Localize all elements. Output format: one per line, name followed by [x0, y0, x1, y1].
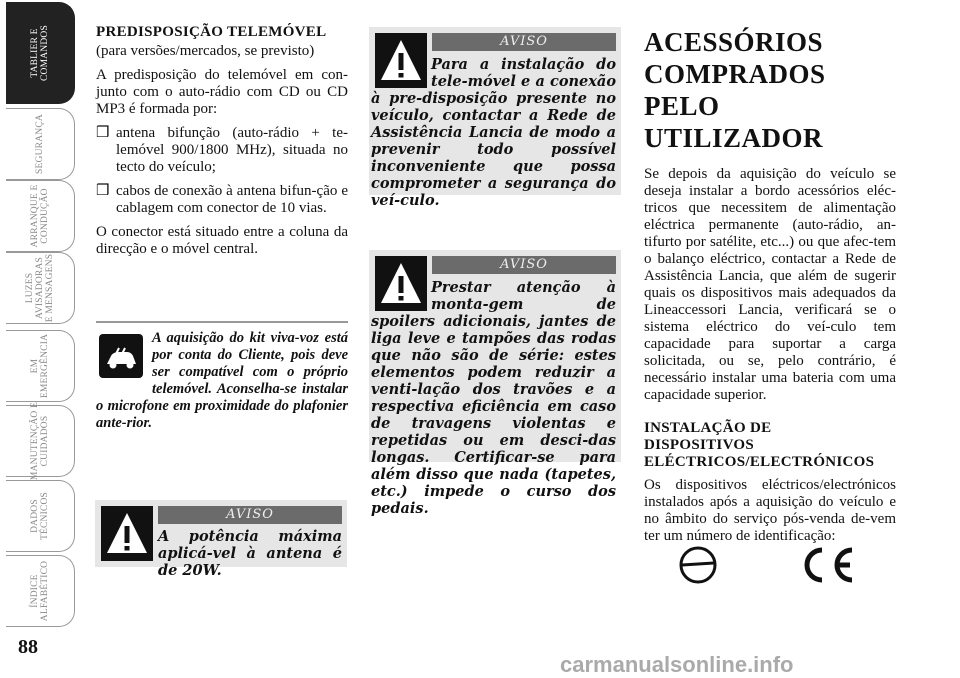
intro-paragraph: A predisposição do telemóvel em con-junto com o auto-rádio com CD ou CD MP3 é formada por:: [96, 67, 348, 117]
list-item: ❒ cabos de conexão à antena bifun-ção e cablagem com conector de 10 vias.: [96, 183, 348, 216]
tab-dados-tecnicos[interactable]: DADOS TÉCNICOS: [6, 480, 75, 552]
section-subheading: (para versões/mercados, se previsto): [96, 43, 315, 59]
note-text: A aquisição do kit viva-voz está por conta do Cliente, pois deve ser compatível com o próprio telemóvel. Aconselha-se instalar o microfone em proximidade do plafonier ante-rior.: [96, 330, 348, 431]
warning-triangle-icon: [101, 506, 153, 561]
warning-header: AVISO: [432, 33, 616, 51]
warning-box-installation: [369, 27, 621, 209]
page-number: 88: [18, 636, 38, 658]
note-divider: [96, 321, 348, 323]
e-mark-icon: [678, 545, 718, 585]
column-3: [644, 26, 896, 545]
identification-paragraph: Os dispositivos eléctricos/electrónicos instalados após a aquisição do veículo e no âmbito do serviço pós-venda de-vem ter um número de identificação:: [644, 477, 896, 544]
tab-indice-alfabetico[interactable]: ÍNDICE ALFABÉTICO: [6, 555, 75, 627]
warning-text: Para a instalação do tele-móvel e a conexão à pre-disposição presente no veículo, contactar a Rede de Assistência Lancia de modo a prevenir todo possível inconveniente que possa comprometer a segurança do veí-culo.: [371, 56, 616, 209]
list-item: ❒ antena bifunção (auto-rádio + te-lemóvel 900/1800 MHz), situada no tecto do veículo;: [96, 125, 348, 175]
watermark: carmanualsonline.info: [560, 652, 794, 677]
page-title: ACESSÓRIOS COMPRADOS PELO UTILIZADOR: [644, 27, 826, 153]
tab-em-emergencia[interactable]: EM EMERGÊNCIA: [6, 330, 75, 402]
intro-paragraph: Se depois da aquisição do veículo se deseja instalar a bordo acessórios eléc-tricos que necessitem de alimentação eléctrica permanente (auto-rádio, an-tifurto por satélite, etc...) ou que afec-tem o balanço eléctrico, contactar a Rede de Assistência Lancia, que além de sugerir quais os dispositivos mais adequados da Lineaccessori Lancia, verificará se o sistema eléctrico do veí-culo tem capacidade para suportar a carga solicitada, ou se, pelo contrário, é necessário instalar uma bateria com uma capacidade superior.: [644, 166, 896, 403]
column-1: [96, 24, 348, 258]
section-heading: PREDISPOSIÇÃO TELEMÓVEL: [96, 24, 327, 40]
tab-arranque-conducao[interactable]: ARRANQUE E CONDUÇÃO: [6, 180, 75, 252]
warning-box-spoilers: [369, 250, 621, 517]
note-block: [96, 330, 348, 432]
warning-text: A potência máxima aplicá-vel à antena é de 20W.: [158, 528, 342, 579]
side-tabs: [0, 0, 78, 640]
ce-mark-icon: [798, 545, 858, 585]
tab-luzes-avisadoras[interactable]: LUZES AVISADORAS E MENSAGENS: [6, 252, 75, 324]
checkbox-bullet-icon: ❒: [96, 125, 110, 141]
warning-text: Prestar atenção à monta-gem de spoilers adicionais, jantes de liga leve e tampões das rodas que não são de série: estes elementos podem reduzir a venti-lação dos travões e a respectiva eficiência em caso de travagens violentas e repetidas ou em desci-das longas. Certificar-se para além disso que nada (tapetes, etc.) impede o curso dos pedais.: [371, 279, 616, 517]
tab-manutencao-cuidados[interactable]: MANUTENÇÃO E CUIDADOS: [6, 405, 75, 477]
connector-paragraph: O conector está situado entre a coluna da direcção e o móvel central.: [96, 224, 348, 257]
warning-header: AVISO: [432, 256, 616, 274]
checkbox-bullet-icon: ❒: [96, 183, 110, 199]
warning-box-antenna: [95, 500, 347, 579]
tab-tablier-comandos[interactable]: TABLIER E COMANDOS: [6, 2, 75, 104]
warning-header: AVISO: [158, 506, 342, 524]
tab-seguranca[interactable]: SEGURANÇA: [6, 108, 75, 180]
section-heading: INSTALAÇÃO DE DISPOSITIVOS ELÉCTRICOS/ELECTRÓNICOS: [644, 420, 875, 470]
